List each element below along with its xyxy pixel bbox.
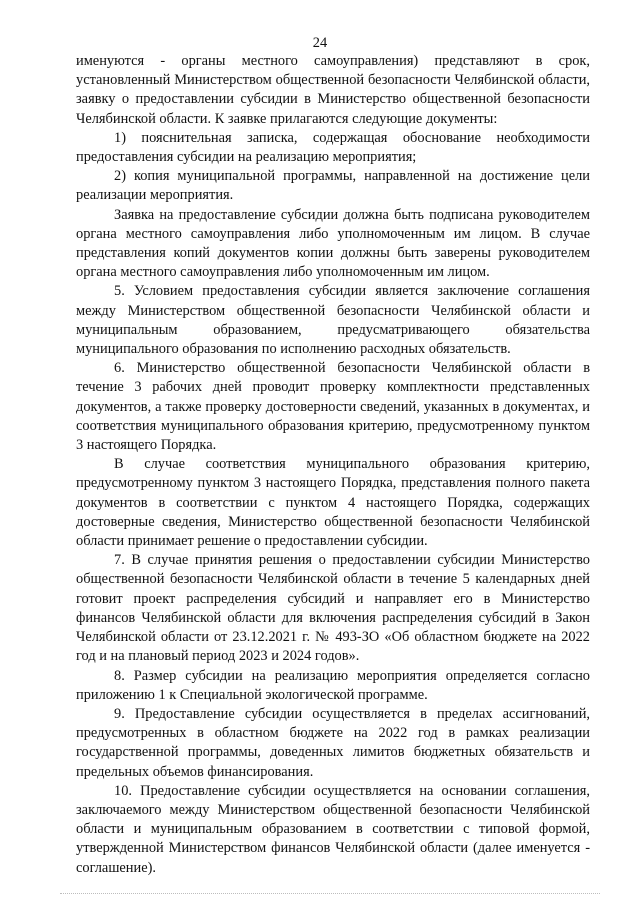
paragraph-clause-9: 9. Предоставление субсидии осуществляется в пределах ассигнований, предусмотренных в областном бюджете на 2022 год в рамках реализации государственной программы, доведенных лимитов бюджетных обязательств и предельных объемов финансирования. [76, 705, 590, 780]
bottom-divider [60, 893, 600, 894]
paragraph-clause-6: 6. Министерство общественной безопасности Челябинской области в течение 3 рабочих дней проводит проверку комплектности представленных документов, а также проверку достоверности сведений, указанных в документах, и соответствия муниципального образования критерию, предусмотренному пунктом 3 настоящего Порядка. [76, 360, 590, 454]
paragraph-item-1: 1) пояснительная записка, содержащая обоснование необходимости предоставления субсидии на реализацию мероприятия; [76, 129, 590, 166]
paragraph-clause-7: 7. В случае принятия решения о предоставлении субсидии Министерство общественной безопасности Челябинской области в течение 5 календарных дней готовит проект распределения субсидий и направляет его в Министерство финансов Челябинской области для включения распределения субсидий в Закон Челябинской области от 23.12.2021 г. № 493-ЗО «Об областном бюджете на 2022 год и на плановый период 2023 и 2024 годов». [76, 552, 590, 665]
paragraph-continuation: именуются - органы местного самоуправления) представляют в срок, установленный Министерством общественной безопасности Челябинской области, заявку о предоставлении субсидии в Министерство общественной безопасности Челябинской области. К заявке прилагаются следующие документы: [76, 53, 590, 127]
paragraph-clause-5: 5. Условием предоставления субсидии является заключение соглашения между Министерством общественной безопасности Челябинской области и муниципальным образованием, предусматривающего обязательства муниципального образования по исполнению расходных обязательств. [76, 283, 590, 358]
paragraph-decision: В случае соответствия муниципального образования критерию, предусмотренному пунктом 3 настоящего Порядка, представления полного пакета документов в соответствии с пунктом 4 настоящего Порядка, содержащих достоверные сведения, Министерство общественной безопасности Челябинской области принимает решение о предоставлении субсидии. [76, 456, 590, 550]
paragraph-clause-10: 10. Предоставление субсидии осуществляется на основании соглашения, заключаемого между Министерством общественной безопасности Челябинской области и муниципальным образованием в соответствии с типовой формой, утвержденной Министерством финансов Челябинской области (далее именуется - соглашение). [76, 782, 590, 876]
page-number: 24 [312, 35, 328, 51]
paragraph-clause-8: 8. Размер субсидии на реализацию мероприятия определяется согласно приложению 1 к Специальной экологической программе. [76, 667, 590, 703]
paragraph-item-2: 2) копия муниципальной программы, направленной на достижение цели реализации мероприятия. [76, 168, 590, 204]
paragraph-application-signature: Заявка на предоставление субсидии должна быть подписана руководителем органа местного самоуправления либо уполномоченным им лицом. В случае представления копий документов копии должны быть заверены руководителем органа местного самоуправления либо уполномоченным им лицом. [76, 206, 590, 281]
document-body [76, 52, 590, 878]
